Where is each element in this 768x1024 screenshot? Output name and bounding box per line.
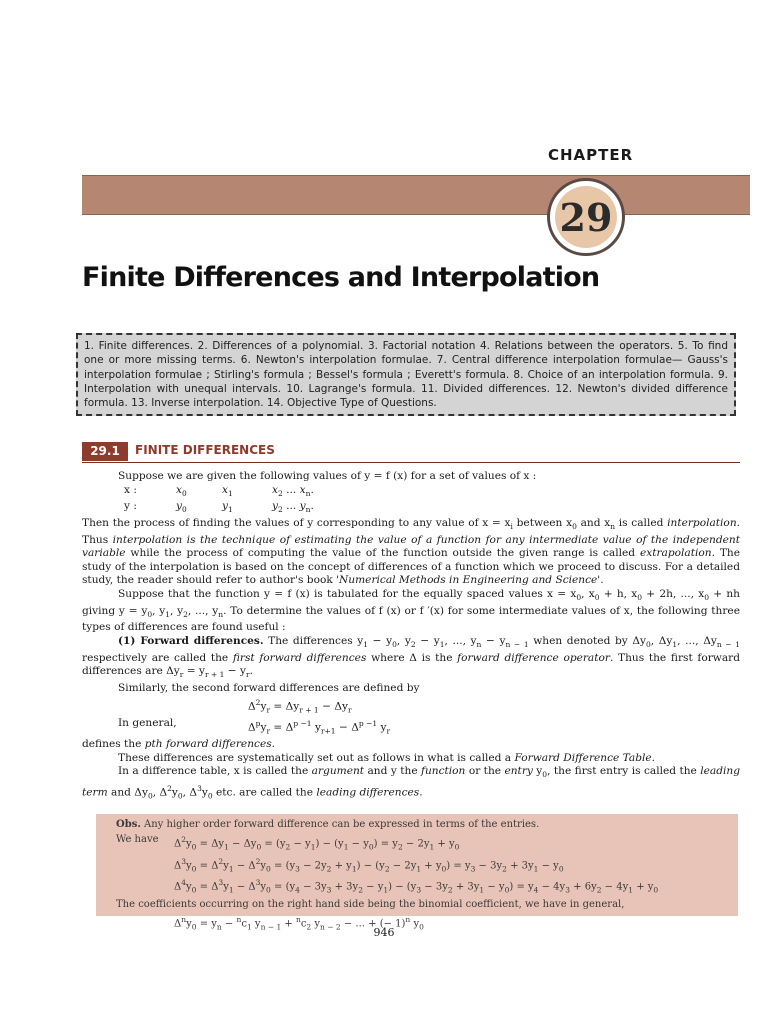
section-number: 29.1: [82, 442, 128, 461]
paragraph: Suppose that the function y = f (x) is tabulated for the equally spaced values $x = x_0$, $x_0 + h$, $x_0 + 2h$, ..., $x_0$ + nh giving $y = y_0$, $y_1$, $y_2$, ..., $y_n$. To determine the values of f (x) or f ′(x) for some intermediate values of x, the following three types of differences are found useful :: [82, 588, 740, 634]
paragraph: Suppose we are given the following values of y = f (x) for a set of values of x :: [118, 470, 537, 482]
values-row-y: y : $y_0$ $y_1$ $y_2$ ... $y_n$.: [124, 500, 314, 515]
equation: $\Delta^2y_r = \Delta y_{r + 1} - \Delta y_r$: [248, 697, 352, 715]
paragraph: These differences are systematically set out as follows in what is called a Forward Difference Table.: [118, 751, 656, 764]
paragraph: Similarly, the second forward differences are defined by: [118, 682, 420, 695]
equation: In general, $\Delta^py_r = \Delta^{p -1}$ $y_{r+1} - \Delta^{p -1}$ $y_r$: [118, 716, 391, 736]
values-row-x: x : $x_0$ $x_1$ $x_2$ ... $x_n$.: [124, 483, 314, 498]
paragraph: (1) Forward differences. The differences $y_1 - y_0$, $y_2 - y_1$, ..., $y_n - y_{n - 1}$ when denoted by $\Delta y_0$, $\Delta y_1$, ..., $\Delta y_{n - 1}$ respectively are called the first forward differences where Δ is the forward difference operator. Thus the first forward differences are $\Delta y_r = y_{r + 1} - y_r$.: [82, 635, 740, 680]
paragraph: Then the process of finding the values of y corresponding to any value of $x = x_i$ between $x_0$ and $x_n$ is called interpolation. Thus interpolation is the technique of estimating the value of a function for any intermediate value of the independent variable while the process of computing the value of the function outside the given range is called extrapolation. The study of the interpolation is based on the concept of differences of a function which we proceed to discuss. For a detailed study, the reader should refer to author's book 'Numerical Methods in Engineering and Science'.: [82, 517, 741, 587]
chapter-number: 29: [555, 186, 617, 248]
topics-box: 1. Finite differences. 2. Differences of a polynomial. 3. Factorial notation 4. Relations between the operators. 5. To find one or more missing terms. 6. Newton's interpolation formulae. 7. Central difference interpolation formulae— Gauss's interpolation formulae ; Stirling's formula ; Bessel's formula ; Everett's formula. 8. Choice of an interpolation formula. 9. Interpolation with unequal intervals. 10. Lagrange's formula. 11. Divided differences. 12. Newton's divided difference formula. 13. Inverse interpolation. 14. Objective Type of Questions.: [76, 333, 736, 416]
observation-box: Obs. Any higher order forward difference can be expressed in terms of the entries. We have $\Delta^2y_0 = \Delta y_1 - \Delta y_0 = (y_2 - y_1) - (y_1 - y_0) = y_2 - 2y_1 + y_0$ $\Delta^3y_0 = \Delta^2y_1 - \Delta^2y_0 = (y_3 - 2y_2 + y_1) - (y_2 - 2y_1 + y_0) = y_3 - 3y_2 + 3y_1 - y_0$ $\Delta^4y_0 = \Delta^3y_1 - \Delta^3y_0 = (y_4 - 3y_3 + 3y_2 - y_1) - (y_3 - 3y_2 + 3y_1 - y_0) = y_4 - 4y_3 + 6y_2 - 4y_1 + y_0$ The coefficients occurring on the right hand side being the binomial coefficient, we have in general, $\Delta^ny_0 = y_n - ^nc_1$ $y_{n - 1} + ^nc_2$ $y_{n - 2}$ − ... + (− 1)$^n$ $y_0$: [96, 814, 738, 916]
section-title: FINITE DIFFERENCES: [135, 443, 275, 457]
section-body: [82, 470, 741, 803]
section-header: [82, 442, 740, 463]
chapter-label: CHAPTER: [548, 146, 634, 164]
paragraph: defines the pth forward differences.: [82, 738, 276, 751]
chapter-banner: [82, 175, 750, 215]
page-title: Finite Differences and Interpolation: [82, 262, 600, 293]
paragraph: In a difference table, x is called the argument and y the function or the entry $y_0$, the first entry is called the leading term and $\Delta y_0$, $\Delta^2y_0$, $\Delta^3y_0$ etc. are called the leading differences.: [82, 765, 740, 801]
chapter-badge: [547, 178, 625, 256]
page-number: 946: [373, 926, 395, 939]
